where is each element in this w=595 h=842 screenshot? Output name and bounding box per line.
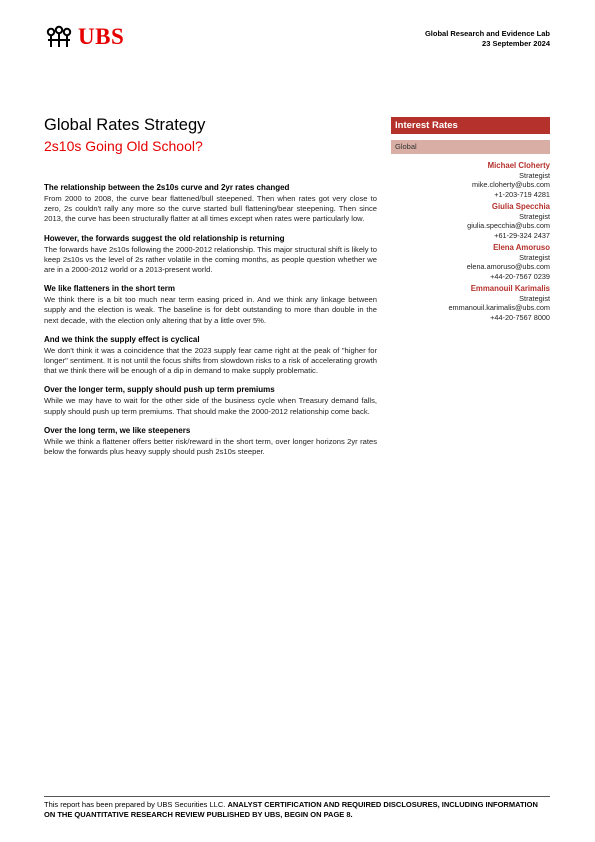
summary-section <box>44 335 377 377</box>
summary-section <box>44 234 377 276</box>
author-email[interactable]: emmanouil.karimalis@ubs.com <box>448 303 550 312</box>
section-text: While we may have to wait for the other side of the business cycle when Treasury demand falls, supply should push up term premiums. That should make the 2000-2012 relationship come back. <box>44 396 377 416</box>
author <box>449 243 551 281</box>
section-text: From 2000 to 2008, the curve bear flattened/bull steepened. Then when rates got very close to zero, 2s couldn't rally any more so the curve started bull flattening/bear steepening. Then since 2013, the curve has been structurally flatter at all times except when rates were particularly low. <box>44 194 377 224</box>
section-text: The forwards have 2s10s following the 2000-2012 relationship. This major structural shift is likely to keep 2s10s vs the level of 2s rather volatile in the coming months, as people question whether we are in a 2000-2012 world or a 2013-present world. <box>44 244 377 275</box>
author-role: Strategist <box>519 252 550 262</box>
section-heading: And we think the supply effect is cyclical <box>44 334 200 344</box>
author-role: Strategist <box>519 170 550 180</box>
author-phone: +44-20-7567 0239 <box>490 271 550 281</box>
author <box>449 284 551 322</box>
footer-divider <box>44 796 550 797</box>
ubs-logo <box>44 24 124 50</box>
author-name: Giulia Specchia <box>491 202 550 211</box>
author-phone: +61-29-324 2437 <box>494 230 550 240</box>
author-name: Elena Amoruso <box>493 243 550 252</box>
lab-name: Global Research and Evidence Lab <box>424 29 550 38</box>
section-heading: The relationship between the 2s10s curve and 2yr rates changed <box>44 183 290 192</box>
brand-name: UBS <box>78 24 125 49</box>
footer-intro: This report has been prepared by UBS Securities LLC. <box>44 800 226 809</box>
section-heading: However, the forwards suggest the old relationship is returning <box>44 233 285 243</box>
section-heading: We like flatteners in the short term <box>44 284 175 294</box>
category-banner: Interest Rates <box>391 117 550 134</box>
author-phone: +44-20-7567 8000 <box>490 312 550 322</box>
region-banner: Global <box>391 140 550 154</box>
author-name: Michael Cloherty <box>487 161 550 170</box>
author-email[interactable]: mike.cloherty@ubs.com <box>472 180 550 189</box>
author <box>449 202 551 240</box>
author-list <box>449 161 551 325</box>
section-text: While we think a flattener offers better risk/reward in the short term, over longer horizons 2yr rates below the forwards plus heavy supply should push 2s10s steeper. <box>44 436 377 457</box>
summary-section <box>44 385 377 416</box>
author <box>449 161 551 199</box>
summary-section <box>44 183 377 225</box>
report-subtitle: 2s10s Going Old School? <box>44 138 203 154</box>
author-name: Emmanouil Karimalis <box>470 284 550 293</box>
summary-section <box>44 426 377 457</box>
section-heading: Over the long term, we like steepeners <box>44 425 191 435</box>
report-date: 23 September 2024 <box>482 39 550 48</box>
disclosure-footer <box>44 800 550 820</box>
ubs-keys-icon <box>44 25 74 49</box>
author-email[interactable]: elena.amoruso@ubs.com <box>466 262 550 271</box>
section-text: We don't think it was a coincidence that the 2023 supply fear came right at the peak of "higher for longer" sentiment. It is not until the focus shifts from slowdown risks to a risk of accelerating growth that we think there will be enough of a dip in demand to make supply problematic. <box>44 345 377 376</box>
author-phone: +1-203-719 4281 <box>494 189 550 199</box>
section-text: We think there is a bit too much near term easing priced in. And we think any linkage between supply and the election is weak. The baseline is for debt outstanding to more than double in the next decade, with the election only altering that by a little over 5%. <box>44 295 377 325</box>
footer-disclosure: ANALYST CERTIFICATION AND REQUIRED DISCLOSURES, INCLUDING INFORMATION ON THE QUANTITATIVE RESEARCH REVIEW PUBLISHED BY UBS, BEGIN ON PAGE 8. <box>44 800 538 819</box>
report-title: Global Rates Strategy <box>44 116 206 134</box>
section-heading: Over the longer term, supply should push up term premiums <box>44 385 275 395</box>
summary-section <box>44 284 377 326</box>
author-email[interactable]: giulia.specchia@ubs.com <box>467 221 550 230</box>
report-header-meta <box>425 29 550 49</box>
author-role: Strategist <box>519 211 550 221</box>
report-body <box>44 183 377 466</box>
author-role: Strategist <box>519 293 550 303</box>
